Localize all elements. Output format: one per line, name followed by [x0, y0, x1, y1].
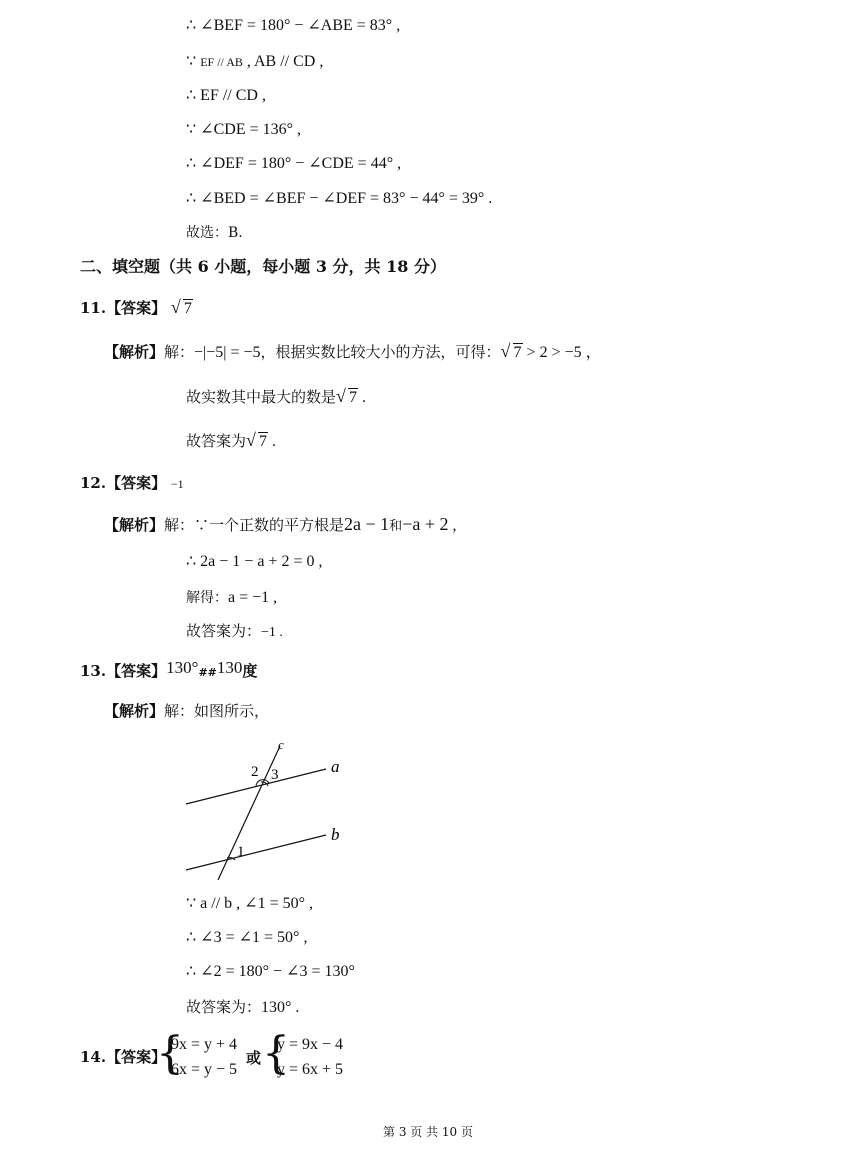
solution-line: ∴ ∠BEF = 180° − ∠ABE = 83° , [186, 17, 401, 34]
question-12-answer: 12.【答案】 −1 [80, 474, 184, 492]
question-11-explanation: 【解析】解：−|−5| = −5，根据实数比较大小的方法，可得：√ 7 > 2 > −5 ， [104, 342, 602, 363]
solution-line: 故答案为√ 7 . [186, 431, 276, 452]
solution-line: ∴ ∠2 = 180° − ∠3 = 130° [186, 963, 355, 980]
label-c: c [278, 737, 284, 752]
section-title: 二、填空题（共 6 小题，每小题 3 分，共 18 分） [80, 257, 446, 276]
sqrt-symbol: √ 7 [246, 432, 268, 452]
label-angle-2: 2 [251, 764, 259, 780]
sqrt-symbol: √ 7 [336, 388, 358, 408]
equation-system-1-line-1: 9x = y + 4 [171, 1036, 238, 1053]
label-a: a [331, 757, 340, 776]
question-14-label: 14.【答案】 [80, 1048, 167, 1066]
question-12-explanation: 【解析】解：∵一个正数的平方根是2a − 1和−a + 2 , [104, 514, 457, 534]
solution-line: 解得：a = −1 , [186, 589, 278, 606]
question-11-answer: 11.【答案】 √ 7 [80, 298, 193, 319]
question-13-answer: 13.【答案】130°##130度 [80, 658, 258, 680]
label-angle-1: 1 [237, 844, 245, 860]
solution-line: 故实数其中最大的数是√ 7 . [186, 387, 366, 408]
label-angle-3: 3 [271, 767, 279, 783]
system-brace-1: { [156, 1028, 184, 1079]
line-b [186, 835, 326, 870]
solution-line: ∴ ∠BED = ∠BEF − ∠DEF = 83° − 44° = 39° . [186, 190, 493, 207]
solution-line: 故答案为：−1 . [186, 622, 283, 640]
parallel-lines-figure [180, 734, 360, 884]
solution-line: ∵ EF // AB , AB // CD , [186, 53, 324, 70]
solution-line: ∵ a // b , ∠1 = 50° , [186, 895, 313, 912]
or-text: 或 [246, 1049, 262, 1067]
solution-line: ∴ ∠3 = ∠1 = 50° , [186, 929, 308, 946]
equation-system-1-line-2: 6x = y − 5 [171, 1061, 238, 1078]
solution-line: ∴ ∠DEF = 180° − ∠CDE = 44° , [186, 155, 402, 172]
solution-line: ∴ 2a − 1 − a + 2 = 0 , [186, 553, 323, 570]
sqrt-symbol: √ 7 [501, 343, 523, 363]
question-13-explanation: 【解析】解：如图所示， [104, 702, 270, 720]
solution-line: 故选：B. [186, 225, 243, 241]
solution-line: ∵ ∠CDE = 136° , [186, 121, 302, 138]
equation-system-2-line-2: y = 6x + 5 [277, 1061, 344, 1078]
page-number: 第 3 页 共 10 页 [383, 1125, 473, 1139]
system-brace-2: { [262, 1028, 290, 1079]
sqrt-symbol: √ 7 [171, 299, 193, 319]
label-b: b [331, 825, 340, 844]
solution-line: ∴ EF // CD , [186, 87, 266, 104]
solution-line: 故答案为：130° . [186, 998, 300, 1016]
equation-system-2-line-1: y = 9x − 4 [277, 1036, 344, 1053]
